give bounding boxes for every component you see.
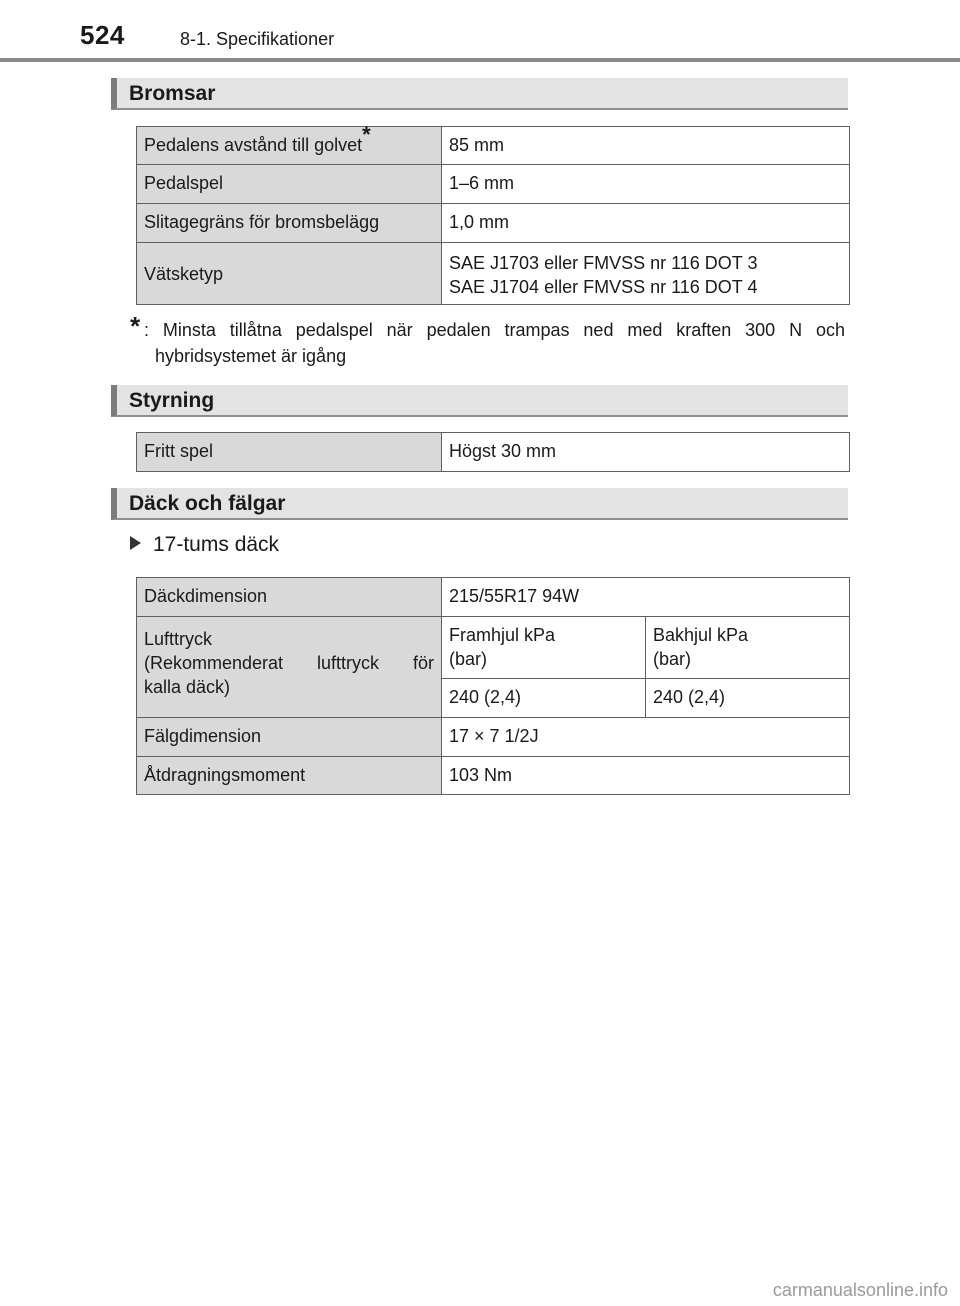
table-row	[137, 718, 850, 757]
pedal-distance-value: 85 mm	[442, 127, 850, 165]
front-wheel-header	[442, 617, 646, 679]
pedal-play-value: 1–6 mm	[442, 165, 850, 204]
pedal-distance-label: Pedalens avstånd till golvet	[144, 135, 363, 155]
footnote-asterisk: *	[362, 122, 371, 147]
tire-pressure-label-line: (Rekommenderat lufttryck för	[144, 653, 434, 673]
pedal-play-label: Pedalspel	[137, 165, 442, 204]
table-row	[137, 243, 850, 305]
table-row	[137, 757, 850, 795]
free-play-value: Högst 30 mm	[442, 433, 850, 472]
steering-spec-table	[136, 432, 850, 472]
rim-dimension-label: Fälgdimension	[137, 718, 442, 757]
tire-dimension-value: 215/55R17 94W	[442, 578, 850, 617]
rear-wheel-header	[646, 617, 850, 679]
section-heading-dack: Däck och fälgar	[111, 488, 848, 520]
footnote-asterisk: *	[130, 311, 141, 341]
tightening-torque-label: Åtdragningsmoment	[137, 757, 442, 795]
brake-spec-table	[136, 122, 850, 305]
fluid-type-value	[442, 243, 850, 305]
front-wheel-header-line: (bar)	[449, 649, 488, 669]
section-heading-styrning: Styrning	[111, 385, 848, 417]
page-number: 524	[80, 20, 125, 50]
chapter-title: 8-1. Specifikationer	[180, 29, 335, 49]
tightening-torque-value: 103 Nm	[442, 757, 850, 795]
table-row	[137, 165, 850, 204]
fluid-type-line: SAE J1704 eller FMVSS nr 116 DOT 4	[449, 277, 758, 297]
rim-dimension-value: 17 × 7 1/2J	[442, 718, 850, 757]
rear-wheel-pressure: 240 (2,4)	[646, 679, 850, 718]
tire-pressure-label	[137, 617, 442, 718]
table-row	[137, 204, 850, 243]
brake-footnote	[130, 311, 845, 369]
front-wheel-pressure: 240 (2,4)	[442, 679, 646, 718]
table-row	[137, 433, 850, 472]
table-label-cell	[137, 122, 442, 165]
tire-dimension-label: Däckdimension	[137, 578, 442, 617]
front-wheel-header-line: Framhjul kPa	[449, 625, 556, 645]
table-row	[137, 617, 850, 679]
triangle-bullet-icon	[130, 536, 141, 550]
tire-spec-table	[136, 577, 850, 795]
tire-size-subheading	[130, 533, 279, 557]
watermark: carmanualsonline.info	[772, 1280, 948, 1300]
tire-pressure-label-line: kalla däck)	[144, 677, 231, 697]
footnote-line: hybridsystemet är igång	[155, 346, 347, 366]
pad-wear-limit-value: 1,0 mm	[442, 204, 850, 243]
header-divider	[0, 58, 960, 62]
section-heading-bromsar: Bromsar	[111, 78, 848, 110]
tire-pressure-label-line: Lufttryck	[144, 629, 213, 649]
table-row	[137, 127, 850, 165]
rear-wheel-header-line: Bakhjul kPa	[653, 625, 749, 645]
rear-wheel-header-line: (bar)	[653, 649, 692, 669]
fluid-type-label: Vätsketyp	[137, 243, 442, 305]
pad-wear-limit-label: Slitagegräns för bromsbelägg	[137, 204, 442, 243]
free-play-label: Fritt spel	[137, 433, 442, 472]
footnote-line: : Minsta tillåtna pedalspel när pedalen trampas ned med kraften 300 N och	[144, 320, 845, 340]
tire-size-label: 17-tums däck	[153, 533, 280, 556]
fluid-type-line: SAE J1703 eller FMVSS nr 116 DOT 3	[449, 253, 758, 273]
table-row	[137, 578, 850, 617]
